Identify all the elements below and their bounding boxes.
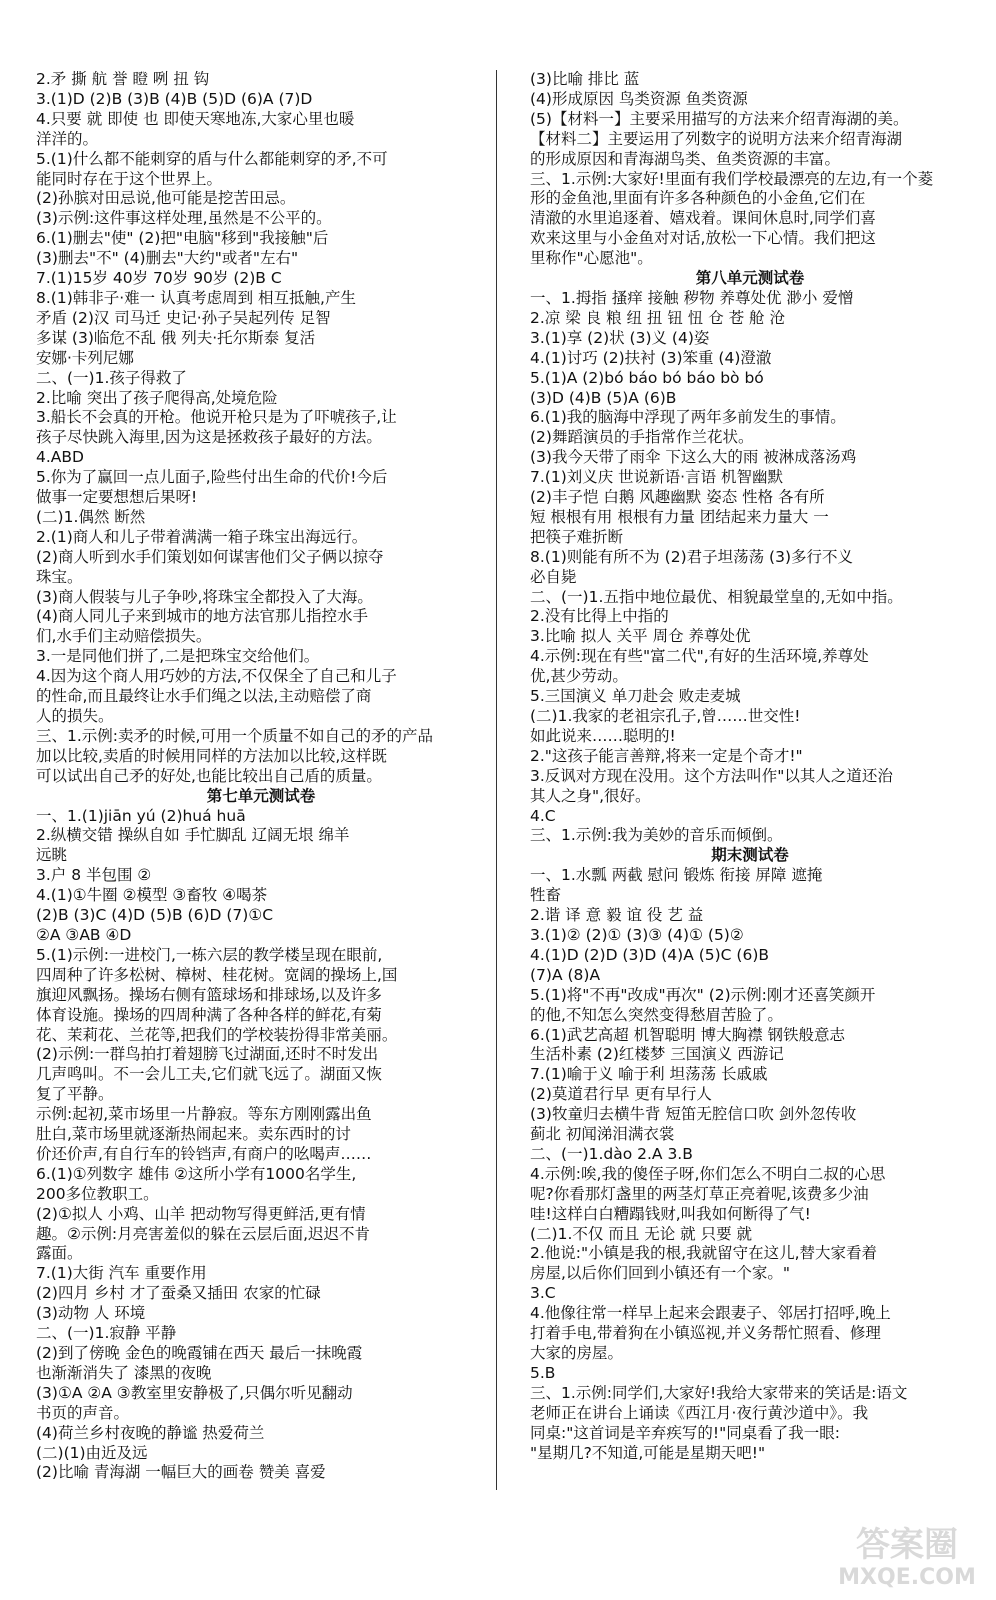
- answer-line: 肚白,菜市场里就逐渐热闹起来。卖东西时的讨: [36, 1125, 351, 1144]
- answer-line: (4)荷兰乡村夜晚的静谧 热爱荷兰: [36, 1423, 265, 1442]
- answer-line: 的形成原因和青海湖鸟类、鱼类资源的丰富。: [530, 149, 841, 168]
- answer-line: 牲畜: [530, 886, 562, 905]
- answer-line: 也渐渐消失了 漆黑的夜晚: [36, 1363, 212, 1382]
- answer-line: 四周种了许多松树、樟树、桂花树。宽阔的操场上,国: [36, 965, 398, 984]
- answer-line: ②A ③AB ④D: [36, 925, 132, 944]
- answer-line: (2)B (3)C (4)D (5)B (6)D (7)①C: [36, 906, 274, 925]
- answer-line: 把筷子难折断: [530, 527, 624, 546]
- answer-line: (2)商人听到水手们策划如何谋害他们父子俩以掠夺: [36, 547, 384, 566]
- answer-line: 4.示例:唉,我的傻侄子呀,你们怎么不明白二叔的心思: [530, 1164, 886, 1183]
- answer-line: 短 根根有用 根根有力量 团结起来力量大 一: [530, 507, 829, 526]
- answer-line: 2.矛 撕 航 誉 瞪 咧 扭 钩: [36, 70, 210, 88]
- answer-line: 二、(一)1.寂静 平静: [36, 1324, 177, 1343]
- answer-line: 能同时存在于这个世界上。: [36, 169, 223, 188]
- answer-line: 200多位教职工。: [36, 1184, 159, 1203]
- answer-line: 打着手电,带着狗在小镇巡视,并义务帮忙照看、修理: [530, 1324, 881, 1343]
- answer-line: (2)到了傍晚 金色的晚霞铺在西天 最后一抹晚霞: [36, 1344, 363, 1362]
- answer-line: (3)商人假装与儿子争吵,将珠宝全都投入了大海。: [36, 587, 373, 606]
- answer-line: (3)牧童归去横牛背 短笛无腔信口吹 剑外忽传收: [530, 1105, 857, 1124]
- answer-line: 珠宝。: [36, 567, 83, 586]
- answer-line: 其人之身",很好。: [530, 786, 651, 805]
- answer-line: 孩子尽快跳入海里,因为这是拯救孩子最好的方法。: [36, 428, 382, 447]
- answer-line: 蓟北 初闻涕泪满衣裳: [530, 1125, 675, 1144]
- answer-line: 2.凉 梁 良 粮 纽 扭 钮 忸 仓 苍 舱 沧: [530, 308, 785, 327]
- right-column: [530, 70, 970, 1463]
- answer-line: 5.(1)将"不再"改成"再次" (2)示例:刚才还喜笑颜开: [530, 985, 876, 1004]
- answer-line: (4)形成原因 鸟类资源 鱼类资源: [530, 89, 748, 108]
- answer-line: (2)舞蹈演员的手指常作兰花状。: [530, 428, 754, 447]
- answer-line: 2.纵横交错 操纵自如 手忙脚乱 辽阔无垠 绵羊: [36, 826, 350, 845]
- answer-line: (2)①拟人 小鸡、山羊 把动物写得更鲜活,更有情: [36, 1204, 366, 1223]
- answer-line: 3.(1)D (2)B (3)B (4)B (5)D (6)A (7)D: [36, 89, 313, 108]
- answer-line: 如此说来……聪明的!: [530, 726, 676, 745]
- answer-line: 7.(1)刘义庆 世说新语·言语 机智幽默: [530, 468, 784, 487]
- answer-line: 3.反讽对方现在没用。这个方法叫作"以其人之道还治: [530, 766, 893, 785]
- answer-line: (3)D (4)B (5)A (6)B: [530, 388, 677, 407]
- answer-line: 3.一是同他们拼了,二是把珠宝交给他们。: [36, 647, 320, 666]
- answer-line: 欢来这里与小金鱼对对话,放松一下心情。我们把这: [530, 229, 876, 248]
- answer-line: 8.(1)韩非子·难一 认真考虑周到 相互抵触,产生: [36, 288, 356, 307]
- answer-line: 三、1.示例:我为美妙的音乐而倾倒。: [530, 826, 783, 845]
- answer-line: 同桌:"这首词是辛弃疾写的!"同桌看了我一眼:: [530, 1423, 840, 1442]
- answer-line: (3)动物 人 环境: [36, 1304, 146, 1323]
- answer-line: 加以比较,卖盾的时候用同样的方法加以比较,这样既: [36, 746, 387, 765]
- answer-line: 呢?你看那灯盏里的两茎灯草正亮着呢,该费多少油: [530, 1184, 869, 1203]
- answer-line: (3)①A ②A ③教室里安静极了,只偶尔听见翻动: [36, 1383, 353, 1402]
- answer-line: 8.(1)则能有所不为 (2)君子坦荡荡 (3)多行不义: [530, 547, 854, 566]
- answer-line: 2.(1)商人和儿子带着满满一箱子珠宝出海远行。: [36, 527, 368, 546]
- answer-line: 4.因为这个商人用巧妙的方法,不仅保全了自己和儿子: [36, 667, 397, 686]
- answer-line: 7.(1)15岁 40岁 70岁 90岁 (2)B C: [36, 269, 282, 288]
- answer-line: 生活朴素 (2)红楼梦 三国演义 西游记: [530, 1045, 784, 1064]
- answer-line: 书页的声音。: [36, 1403, 130, 1422]
- answer-line: 3.(1)② (2)① (3)③ (4)① (5)②: [530, 925, 744, 944]
- answer-line: 3.比喻 拟人 关平 周仓 养尊处优: [530, 627, 751, 646]
- answer-line: 花、茉莉花、兰花等,把我们的学校装扮得非常美丽。: [36, 1025, 398, 1044]
- answer-line: 体育设施。操场的四周种满了各种各样的鲜花,有菊: [36, 1005, 382, 1024]
- section-heading: 第八单元测试卷: [695, 269, 805, 288]
- answer-line: 复了平静。: [36, 1085, 114, 1104]
- answer-line: "星期几?不知道,可能是星期天吧!": [530, 1443, 766, 1462]
- answer-line: 洋洋的。: [36, 129, 99, 148]
- answer-line: 2.他说:"小镇是我的根,我就留守在这儿,替大家看着: [530, 1244, 877, 1263]
- answer-line: 6.(1)我的脑海中浮现了两年多前发生的事情。: [530, 408, 846, 427]
- answer-line: 里称作"心愿池"。: [530, 249, 653, 268]
- answer-line: 3.户 8 半包围 ②: [36, 866, 152, 885]
- answer-line: 远眺: [36, 846, 68, 865]
- answer-line: 二、(一)1.孩子得救了: [36, 368, 187, 387]
- answer-line: 可以试出自己矛的好处,也能比较出自己盾的质量。: [36, 766, 382, 785]
- answer-line: 2.没有比得上中指的: [530, 607, 669, 626]
- answer-line: (2)比喻 青海湖 一幅巨大的画卷 赞美 喜爱: [36, 1463, 326, 1482]
- answer-line: 的他,不知怎么突然变得愁眉苦脸了。: [530, 1005, 783, 1024]
- answer-line: 4.只要 就 即使 也 即使天寒地冻,大家心里也暖: [36, 109, 355, 128]
- answer-line: 5.(1)什么都不能刺穿的盾与什么都能刺穿的矛,不可: [36, 149, 388, 168]
- answer-line: 7.(1)喻于义 喻于利 坦荡荡 长戚戚: [530, 1065, 768, 1084]
- answer-line: 价还价声,有自行车的铃铛声,有商户的吆喝声……: [36, 1144, 372, 1163]
- answer-line: 三、1.示例:同学们,大家好!我给大家带来的笑话是:语文: [530, 1383, 908, 1402]
- answer-line: 5.你为了赢回一点儿面子,险些付出生命的代价!今后: [36, 468, 388, 487]
- answer-line: 大家的房屋。: [530, 1344, 624, 1362]
- answer-line: (2)莫道君行早 更有早行人: [530, 1085, 712, 1104]
- answer-line: (二)1.不仅 而且 无论 就 只要 就: [530, 1224, 753, 1243]
- answer-line: (2)四月 乡村 才了蚕桑又插田 农家的忙碌: [36, 1284, 321, 1303]
- answer-line: (2)孙膑对田忌说,他可能是挖苦田忌。: [36, 189, 296, 208]
- answer-line: 老师正在讲台上诵读《西江月·夜行黄沙道中》。我: [530, 1403, 869, 1422]
- answer-line: 7.(1)大街 汽车 重要作用: [36, 1264, 207, 1283]
- left-column: [36, 70, 486, 1483]
- answer-line: (5)【材料一】主要采用描写的方法来介绍青海湖的美。: [530, 109, 909, 128]
- answer-line: 【材料二】主要运用了列数字的说明方法来介绍青海湖: [530, 129, 903, 148]
- answer-line: 趣。②示例:月亮害羞似的躲在云层后面,迟迟不肯: [36, 1224, 371, 1243]
- answer-line: 4.C: [530, 806, 556, 825]
- answer-line: (4)商人同儿子来到城市的地方法官那儿指控水手: [36, 607, 368, 626]
- answer-line: 几声鸣叫。不一会儿工夫,它们就飞远了。湖面又恢: [36, 1065, 382, 1084]
- answer-line: 3.C: [530, 1284, 556, 1303]
- answer-line: 4.ABD: [36, 448, 84, 467]
- answer-line: (3)示例:这件事这样处理,虽然是不公平的。: [36, 209, 332, 228]
- watermark-text: 答案圈: [856, 1525, 958, 1565]
- section-heading: 期末测试卷: [711, 846, 789, 865]
- answer-line: 多谋 (3)临危不乱 俄 列夫·托尔斯泰 复活: [36, 328, 316, 347]
- answer-line: 一、1.(1)jiān yú (2)huá huā: [36, 806, 246, 825]
- answer-line: 三、1.示例:大家好!里面有我们学校最漂亮的左边,有一个菱: [530, 169, 934, 188]
- answer-line: (3)比喻 排比 蓝: [530, 70, 640, 88]
- answer-line: 示例:起初,菜市场里一片静寂。等东方刚刚露出鱼: [36, 1105, 372, 1124]
- answer-line: 的性命,而且最终让水手们绳之以法,主动赔偿了商: [36, 687, 372, 706]
- answer-line: (3)删去"不" (4)删去"大约"或者"左右": [36, 249, 299, 268]
- answer-line: 2.比喻 突出了孩子爬得高,处境危险: [36, 388, 278, 407]
- answer-line: 3.船长不会真的开枪。他说开枪只是为了吓唬孩子,让: [36, 408, 397, 427]
- answer-line: 5.三国演义 单刀赴会 败走麦城: [530, 687, 741, 706]
- answer-line: 们,水手们主动赔偿损失。: [36, 627, 212, 646]
- answer-line: 4.示例:现在有些"富二代",有好的生活环境,养尊处: [530, 647, 869, 666]
- answer-line: 旗迎风飘扬。操场右侧有篮球场和排球场,以及许多: [36, 985, 382, 1004]
- answer-line: 二、(一)1.五指中地位最优、相貌最堂皇的,无如中指。: [530, 587, 903, 606]
- answer-line: 6.(1)删去"使" (2)把"电脑"移到"我接触"后: [36, 229, 329, 248]
- answer-line: 一、1.拇指 搔痒 接触 秽物 养尊处优 渺小 爱憎: [530, 288, 854, 307]
- watermark-logo: [832, 1514, 982, 1592]
- answer-line: (7)A (8)A: [530, 965, 601, 984]
- answer-line: 安娜·卡列尼娜: [36, 348, 134, 367]
- answer-line: 一、1.水瓢 两截 慰问 锻炼 衔接 屏障 遮掩: [530, 866, 823, 885]
- answer-line: 4.(1)D (2)D (3)D (4)A (5)C (6)B: [530, 945, 770, 964]
- answer-line: 4.他像往常一样早上起来会跟妻子、邻居打招呼,晚上: [530, 1304, 891, 1323]
- answer-line: 矛盾 (2)汉 司马迁 史记·孙子吴起列传 足智: [36, 308, 331, 327]
- answer-line: 5.B: [530, 1363, 556, 1382]
- answer-line: 二、(一)1.dào 2.A 3.B: [530, 1144, 693, 1163]
- watermark-url: MXQE.COM: [838, 1565, 976, 1590]
- answer-line: (2)示例:一群鸟拍打着翅膀飞过湖面,还时不时发出: [36, 1045, 379, 1064]
- answer-line: 优,甚少劳动。: [530, 667, 628, 686]
- answer-line: 必自毙: [530, 567, 577, 586]
- answer-line: (二)1.偶然 断然: [36, 507, 146, 526]
- answer-line: (二)1.我家的老祖宗孔子,曾……世交性!: [530, 707, 801, 725]
- answer-line: 6.(1)①列数字 雄伟 ②这所小学有1000名学生,: [36, 1164, 357, 1183]
- answer-line: 3.(1)享 (2)状 (3)义 (4)姿: [530, 328, 710, 347]
- answer-line: 4.(1)①牛圈 ②模型 ③畜牧 ④喝茶: [36, 886, 268, 905]
- answer-line: 5.(1)示例:一进校门,一栋六层的教学楼呈现在眼前,: [36, 945, 383, 964]
- answer-line: (二)(1)由近及远: [36, 1443, 148, 1462]
- answer-line: 2.谐 译 意 毅 谊 役 艺 益: [530, 906, 704, 925]
- answer-line: 三、1.示例:卖矛的时候,可用一个质量不如自己的矛的产品: [36, 726, 433, 745]
- answer-line: 做事一定要想想后果呀!: [36, 488, 198, 507]
- answer-line: 4.(1)讨巧 (2)扶衬 (3)笨重 (4)澄澈: [530, 348, 772, 367]
- answer-line: 房屋,以后你们回到小镇还有一个家。": [530, 1264, 791, 1283]
- answer-line: 露面。: [36, 1244, 83, 1263]
- answer-line: 清澈的水里追逐着、嬉戏着。课间休息时,同学们喜: [530, 209, 876, 228]
- answer-line: 形的金鱼池,里面有许多各种颜色的小金鱼,它们在: [530, 189, 866, 208]
- answer-line: 哇!这样白白糟蹋钱财,叫我如何断得了气!: [530, 1204, 811, 1223]
- column-divider: [496, 70, 497, 1490]
- section-heading: 第七单元测试卷: [206, 786, 316, 805]
- answer-line: (2)丰子恺 白鹅 风趣幽默 姿态 性格 各有所: [530, 488, 825, 507]
- answer-line: 5.(1)A (2)bó báo bó báo bò bó: [530, 368, 764, 387]
- answer-line: (3)我今天带了雨伞 下这么大的雨 被淋成落汤鸡: [530, 448, 857, 467]
- answer-line: 人的损失。: [36, 707, 114, 725]
- answer-line: 2."这孩子能言善辩,将来一定是个奇才!": [530, 746, 803, 765]
- answer-line: 6.(1)武艺高超 机智聪明 博大胸襟 钢铁般意志: [530, 1025, 846, 1044]
